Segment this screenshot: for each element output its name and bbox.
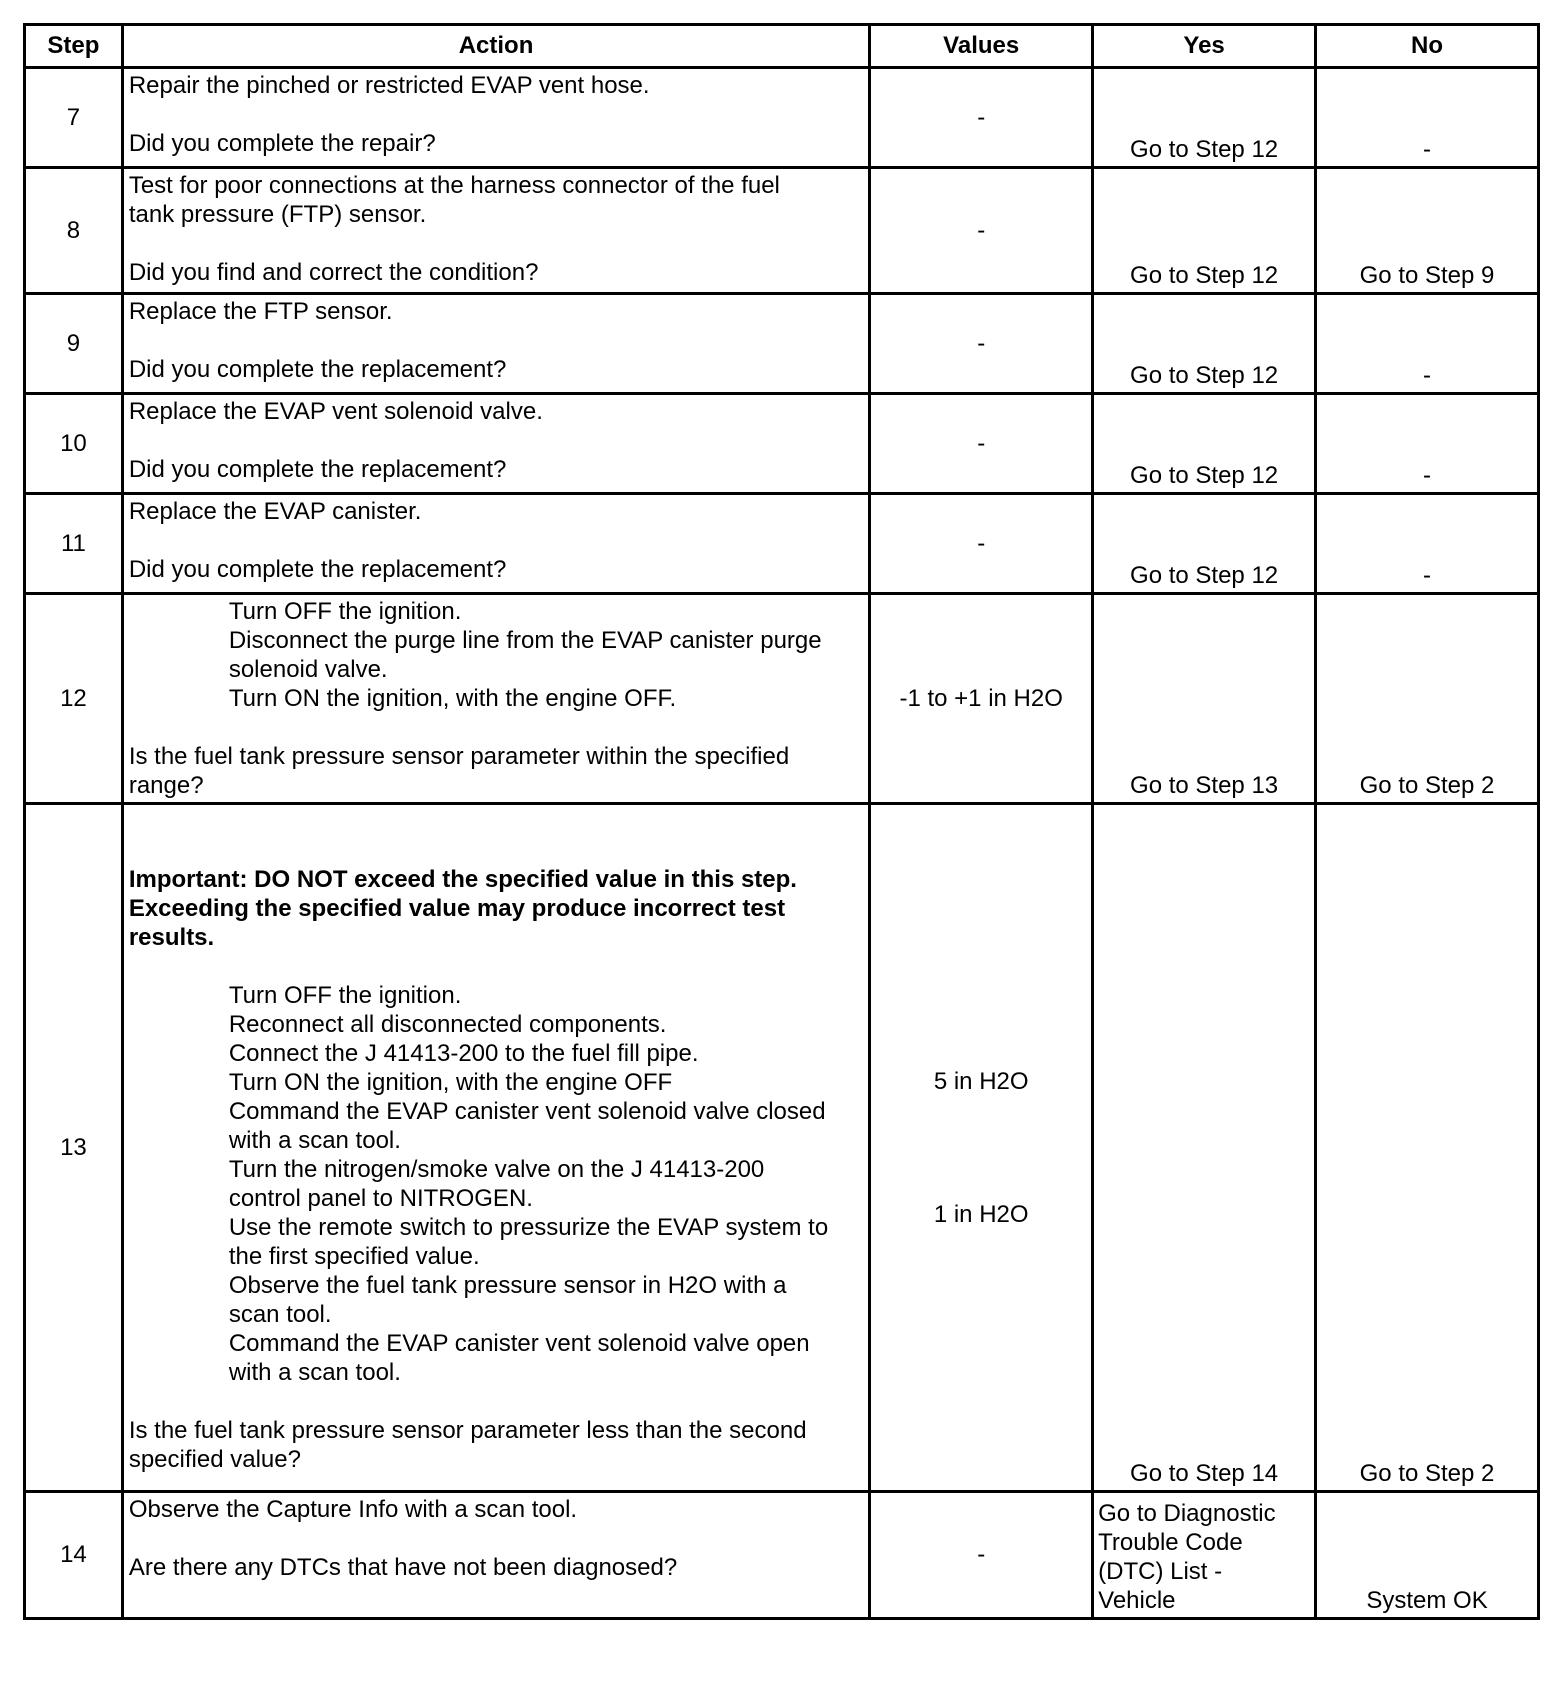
values-cell: -	[870, 168, 1093, 294]
procedure-item: Connect the J 41413-200 to the fuel fill pipe.	[228, 1040, 699, 1067]
procedure-item: Disconnect the purge line from the EVAP canister purge	[228, 627, 822, 654]
action-question: Did you complete the replacement?	[128, 456, 507, 483]
procedure-item: Turn OFF the ignition.	[228, 982, 462, 1009]
action-question: Is the fuel tank pressure sensor parameter within the specified	[128, 743, 790, 770]
action-question: specified value?	[128, 1446, 301, 1473]
no-cell: Go to Step 2	[1316, 804, 1539, 1492]
action-text: Observe the Capture Info with a scan tool.	[128, 1496, 578, 1523]
table-row	[25, 394, 1539, 494]
action-text: Replace the FTP sensor.	[128, 298, 393, 325]
values-cell: -	[870, 1492, 1093, 1619]
yes-cell	[1093, 1492, 1316, 1619]
no-cell: -	[1316, 294, 1539, 394]
step-number: 10	[25, 394, 123, 494]
values-cell	[870, 804, 1093, 1492]
important-note: results.	[128, 924, 215, 951]
value-first: 5 in H2O	[933, 1067, 1029, 1095]
header-values: Values	[870, 25, 1093, 68]
step-number: 12	[25, 594, 123, 804]
yes-cell: Go to Step 12	[1093, 294, 1316, 394]
yes-cell: Go to Step 14	[1093, 804, 1316, 1492]
action-text: tank pressure (FTP) sensor.	[128, 201, 427, 228]
action-cell	[122, 68, 869, 168]
yes-cell: Go to Step 12	[1093, 168, 1316, 294]
action-question: Did you complete the replacement?	[128, 556, 507, 583]
procedure-item: Observe the fuel tank pressure sensor in H2O with a	[228, 1272, 787, 1299]
action-cell	[122, 294, 869, 394]
action-text: Repair the pinched or restricted EVAP vent hose.	[128, 72, 650, 99]
step-number: 8	[25, 168, 123, 294]
procedure-item: Turn OFF the ignition.	[228, 598, 462, 625]
yes-cell: Go to Step 12	[1093, 494, 1316, 594]
values-cell: -1 to +1 in H2O	[870, 594, 1093, 804]
yes-cell: Go to Step 12	[1093, 68, 1316, 168]
yes-line: (DTC) List -	[1098, 1558, 1223, 1585]
table-row	[25, 494, 1539, 594]
value-second: 1 in H2O	[933, 1200, 1029, 1228]
values-cell: -	[870, 494, 1093, 594]
procedure-item: control panel to NITROGEN.	[228, 1185, 533, 1212]
procedure-item: Command the EVAP canister vent solenoid valve open	[228, 1330, 810, 1357]
no-cell: -	[1316, 68, 1539, 168]
no-cell: System OK	[1316, 1492, 1539, 1619]
procedure-item: with a scan tool.	[228, 1127, 401, 1154]
header-step: Step	[25, 25, 123, 68]
header-row	[25, 25, 1539, 68]
table-row	[25, 168, 1539, 294]
action-text: Replace the EVAP vent solenoid valve.	[128, 398, 543, 425]
yes-line: Trouble Code	[1098, 1529, 1243, 1556]
no-cell: Go to Step 9	[1316, 168, 1539, 294]
action-cell	[122, 494, 869, 594]
procedure-item: Reconnect all disconnected components.	[228, 1011, 667, 1038]
table-row	[25, 804, 1539, 1492]
action-question: Did you complete the repair?	[128, 130, 436, 157]
table-row	[25, 1492, 1539, 1619]
yes-line: Go to Diagnostic	[1098, 1500, 1276, 1527]
procedure-item: Turn ON the ignition, with the engine OFF	[228, 1069, 673, 1096]
table-row	[25, 68, 1539, 168]
values-cell: -	[870, 394, 1093, 494]
procedure-item: the first specified value.	[228, 1243, 480, 1270]
table-row	[25, 294, 1539, 394]
procedure-item: with a scan tool.	[228, 1359, 401, 1386]
action-cell	[122, 594, 869, 804]
action-cell	[122, 394, 869, 494]
procedure-item: scan tool.	[228, 1301, 332, 1328]
yes-line: Vehicle	[1098, 1587, 1176, 1614]
procedure-item: solenoid valve.	[228, 656, 388, 683]
step-number: 11	[25, 494, 123, 594]
action-text: Replace the EVAP canister.	[128, 498, 422, 525]
step-number: 14	[25, 1492, 123, 1619]
yes-cell: Go to Step 12	[1093, 394, 1316, 494]
action-text: Test for poor connections at the harness connector of the fuel	[128, 172, 780, 199]
table-row	[25, 594, 1539, 804]
no-cell: -	[1316, 494, 1539, 594]
header-yes: Yes	[1093, 25, 1316, 68]
yes-cell: Go to Step 13	[1093, 594, 1316, 804]
step-number: 9	[25, 294, 123, 394]
action-cell	[122, 1492, 869, 1619]
step-number: 7	[25, 68, 123, 168]
no-cell: -	[1316, 394, 1539, 494]
important-note: Exceeding the specified value may produce incorrect test	[128, 895, 786, 922]
values-cell: -	[870, 294, 1093, 394]
action-cell	[122, 168, 869, 294]
procedure-item: Turn the nitrogen/smoke valve on the J 41413-200	[228, 1156, 765, 1183]
action-question: Are there any DTCs that have not been diagnosed?	[128, 1554, 678, 1581]
values-cell: -	[870, 68, 1093, 168]
procedure-item: Command the EVAP canister vent solenoid valve closed	[228, 1098, 826, 1125]
header-action: Action	[122, 25, 869, 68]
no-cell: Go to Step 2	[1316, 594, 1539, 804]
action-cell	[122, 804, 869, 1492]
action-question: Did you complete the replacement?	[128, 356, 507, 383]
diagnostic-table	[23, 23, 1540, 1620]
step-number: 13	[25, 804, 123, 1492]
header-no: No	[1316, 25, 1539, 68]
procedure-item: Turn ON the ignition, with the engine OFF.	[228, 685, 677, 712]
procedure-item: Use the remote switch to pressurize the EVAP system to	[228, 1214, 829, 1241]
action-question: Is the fuel tank pressure sensor parameter less than the second	[128, 1417, 807, 1444]
action-question: range?	[128, 772, 204, 799]
action-question: Did you find and correct the condition?	[128, 259, 539, 286]
important-note: Important: DO NOT exceed the specified value in this step.	[128, 866, 797, 893]
